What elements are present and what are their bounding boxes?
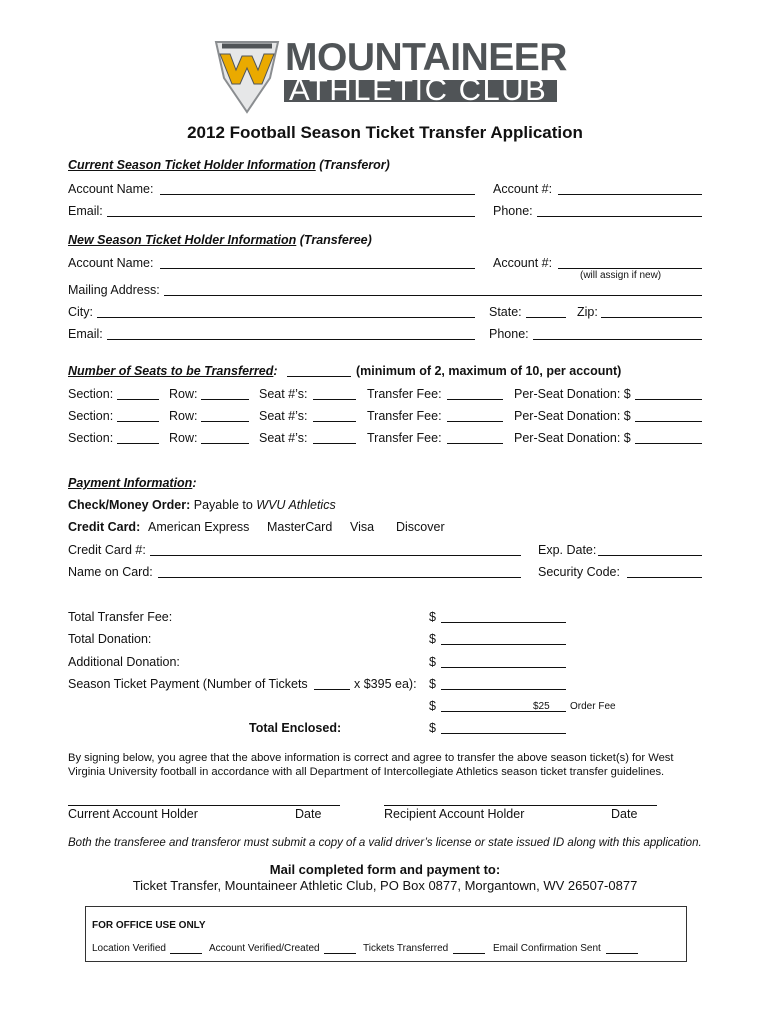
season-payment-label-a: Season Ticket Payment (Number of Tickets (68, 677, 308, 691)
page-title: 2012 Football Season Ticket Transfer Application (187, 123, 583, 142)
seats-count-field[interactable] (287, 364, 351, 377)
transferee-account-num-label: Account #: (493, 256, 553, 270)
total-enclosed-label: Total Enclosed: (249, 721, 342, 735)
season-payment-field[interactable] (441, 677, 566, 690)
transferor-phone-field[interactable] (537, 204, 702, 217)
transferee-phone-label: Phone: (489, 327, 529, 341)
date-label-1: Date (295, 807, 322, 821)
cc-number-field[interactable] (150, 543, 521, 556)
row-label: Row: (169, 387, 198, 401)
transfer-fee-field[interactable] (447, 387, 503, 400)
seat-label: Seat #’s: (259, 431, 308, 445)
season-payment-label-b: x $395 ea): (354, 677, 417, 691)
mail-address: Ticket Transfer, Mountaineer Athletic Club, PO Box 0877, Morgantown, WV 26507-0877 (132, 878, 638, 893)
dollar-sign: $ (429, 677, 436, 691)
date-label-2: Date (611, 807, 638, 821)
seats-note: (minimum of 2, maximum of 10, per account) (356, 364, 622, 378)
wv-shield-icon (212, 38, 282, 116)
transferee-email-label: Email: (68, 327, 103, 341)
dollar-sign: $ (429, 632, 436, 646)
donation-label: Per-Seat Donation: $ (514, 387, 631, 401)
section-field[interactable] (117, 387, 159, 400)
transferee-account-name-field[interactable] (160, 256, 475, 269)
tickets-transferred-label: Tickets Transferred (363, 943, 449, 954)
current-holder-signature-line[interactable] (68, 805, 340, 806)
city-field[interactable] (97, 305, 475, 318)
transfer-fee-label: Transfer Fee: (367, 387, 442, 401)
account-verified-label: Account Verified/Created (209, 943, 320, 954)
section-field[interactable] (117, 409, 159, 422)
section-label: Section: (68, 409, 114, 423)
cc-option-discover[interactable]: Discover (396, 520, 445, 534)
dollar-sign: $ (429, 721, 436, 735)
section-label: Section: (68, 431, 114, 445)
transferor-email-field[interactable] (107, 204, 475, 217)
transferor-heading: Current Season Ticket Holder Information (Transferor) (68, 158, 390, 172)
dollar-sign: $ (429, 699, 436, 713)
total-transfer-fee-label: Total Transfer Fee: (68, 610, 173, 624)
transferee-account-num-field[interactable] (558, 256, 702, 269)
additional-donation-field[interactable] (441, 655, 566, 668)
email-confirmation-label: Email Confirmation Sent (493, 943, 601, 954)
transferor-account-num-label: Account #: (493, 182, 553, 196)
state-label: State: (489, 305, 522, 319)
tickets-transferred-field[interactable] (453, 943, 485, 954)
dollar-sign: $ (429, 610, 436, 624)
seat-field[interactable] (313, 387, 356, 400)
transferor-email-label: Email: (68, 204, 103, 218)
will-assign-note: (will assign if new) (580, 270, 662, 281)
state-field[interactable] (526, 305, 566, 318)
order-fee-label: Order Fee (570, 701, 616, 712)
cc-option-visa[interactable]: Visa (350, 520, 375, 534)
current-holder-label: Current Account Holder (68, 807, 198, 821)
seat-label: Seat #’s: (259, 387, 308, 401)
ticket-count-field[interactable] (314, 677, 350, 690)
seats-heading: Number of Seats to be Transferred: (68, 364, 278, 378)
security-code-label: Security Code: (538, 565, 620, 579)
row-label: Row: (169, 409, 198, 423)
order-fee-amount: $25 (533, 701, 550, 712)
row-label: Row: (169, 431, 198, 445)
account-verified-field[interactable] (324, 943, 356, 954)
location-verified-field[interactable] (170, 943, 202, 954)
seat-field[interactable] (313, 431, 356, 444)
transferor-account-name-label: Account Name: (68, 182, 154, 196)
donation-field[interactable] (635, 431, 702, 444)
row-field[interactable] (201, 431, 249, 444)
office-use-heading: FOR OFFICE USE ONLY (92, 920, 206, 931)
transferor-phone-label: Phone: (493, 204, 533, 218)
total-donation-field[interactable] (441, 632, 566, 645)
row-field[interactable] (201, 387, 249, 400)
check-line: Check/Money Order: Payable to WVU Athletics (68, 498, 336, 512)
license-note: Both the transferee and transferor must submit a copy of a valid driver’s license or state issued ID along with this application. (68, 837, 702, 849)
security-code-field[interactable] (627, 565, 702, 578)
additional-donation-label: Additional Donation: (68, 655, 180, 669)
mailing-address-label: Mailing Address: (68, 283, 160, 297)
name-on-card-field[interactable] (158, 565, 521, 578)
cc-number-label: Credit Card #: (68, 543, 146, 557)
donation-field[interactable] (635, 409, 702, 422)
exp-date-label: Exp. Date: (538, 543, 597, 557)
transfer-fee-label: Transfer Fee: (367, 409, 442, 423)
transferee-account-name-label: Account Name: (68, 256, 154, 270)
transfer-fee-field[interactable] (447, 431, 503, 444)
zip-field[interactable] (601, 305, 702, 318)
credit-card-label: Credit Card: (68, 520, 141, 534)
zip-label: Zip: (577, 305, 598, 319)
logo-word-athletic-club: ATHLETIC CLUB (289, 72, 548, 107)
donation-label: Per-Seat Donation: $ (514, 409, 631, 423)
total-donation-label: Total Donation: (68, 632, 152, 646)
cc-option-amex[interactable]: American Express (148, 520, 250, 534)
mailing-address-field[interactable] (164, 283, 702, 296)
transfer-fee-field[interactable] (447, 409, 503, 422)
mail-heading: Mail completed form and payment to: (269, 862, 501, 877)
transferee-email-field[interactable] (107, 327, 475, 340)
exp-date-field[interactable] (598, 543, 702, 556)
total-enclosed-field[interactable] (441, 721, 566, 734)
section-field[interactable] (117, 431, 159, 444)
transferor-account-num-field[interactable] (558, 182, 702, 195)
agreement-text: By signing below, you agree that the above information is correct and agree to transfer the above season ticket(s) for West Virginia University football in accordance with all Department of Intercollegiate Athletics season ticket transfer guidelines. (68, 752, 674, 778)
dollar-sign: $ (429, 655, 436, 669)
transfer-fee-label: Transfer Fee: (367, 431, 442, 445)
section-label: Section: (68, 387, 114, 401)
donation-field[interactable] (635, 387, 702, 400)
city-label: City: (68, 305, 93, 319)
name-on-card-label: Name on Card: (68, 565, 153, 579)
payment-heading: Payment Information: (68, 476, 197, 490)
transferor-account-name-field[interactable] (160, 182, 475, 195)
transferee-heading: New Season Ticket Holder Information (Transferee) (68, 233, 372, 247)
email-confirmation-field[interactable] (606, 943, 638, 954)
location-verified-label: Location Verified (92, 943, 166, 954)
row-field[interactable] (201, 409, 249, 422)
total-transfer-fee-field[interactable] (441, 610, 566, 623)
recipient-signature-line[interactable] (384, 805, 657, 806)
donation-label: Per-Seat Donation: $ (514, 431, 631, 445)
cc-option-mastercard[interactable]: MasterCard (267, 520, 333, 534)
seat-label: Seat #’s: (259, 409, 308, 423)
seat-field[interactable] (313, 409, 356, 422)
recipient-holder-label: Recipient Account Holder (384, 807, 525, 821)
logo-word-mountaineer: MOUNTAINEER (285, 36, 567, 79)
transferee-phone-field[interactable] (533, 327, 702, 340)
